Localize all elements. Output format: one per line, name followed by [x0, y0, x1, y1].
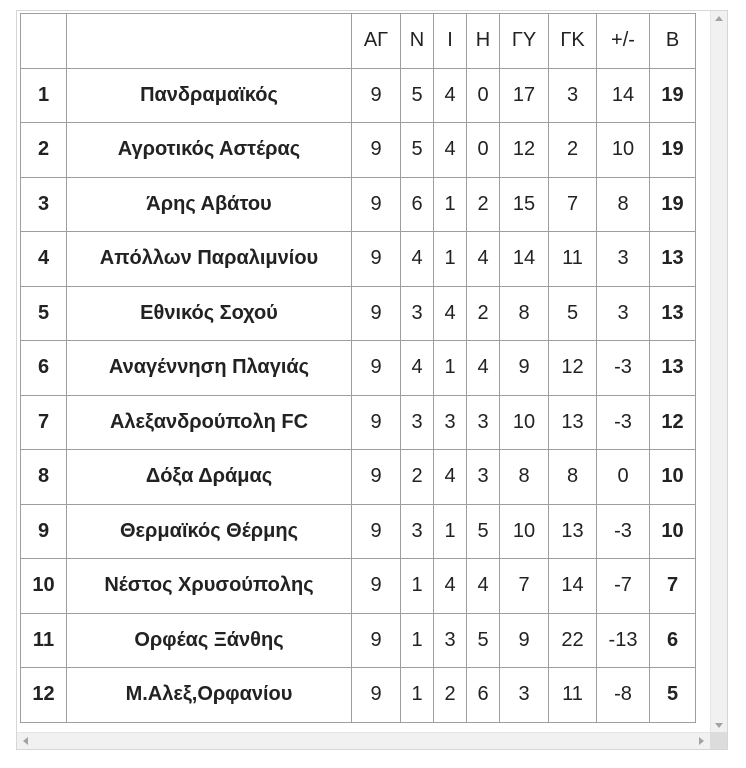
cell-rank: 3	[21, 177, 67, 232]
cell-wins: 3	[401, 286, 434, 341]
cell-played: 9	[352, 395, 401, 450]
cell-wins: 3	[401, 504, 434, 559]
cell-wins: 4	[401, 341, 434, 396]
cell-goals-against: 13	[549, 504, 597, 559]
cell-played: 9	[352, 177, 401, 232]
cell-points: 13	[650, 286, 696, 341]
cell-goals-for: 9	[500, 341, 549, 396]
standings-body	[21, 68, 696, 722]
cell-rank: 7	[21, 395, 67, 450]
cell-losses: 4	[467, 232, 500, 287]
cell-points: 7	[650, 559, 696, 614]
cell-rank: 9	[21, 504, 67, 559]
cell-points: 19	[650, 68, 696, 123]
cell-losses: 2	[467, 177, 500, 232]
header-points: Β	[650, 14, 696, 69]
header-losses: Η	[467, 14, 500, 69]
cell-points: 10	[650, 504, 696, 559]
cell-goals-for: 9	[500, 613, 549, 668]
cell-goals-against: 8	[549, 450, 597, 505]
cell-points: 10	[650, 450, 696, 505]
cell-goals-for: 17	[500, 68, 549, 123]
cell-goals-for: 10	[500, 504, 549, 559]
cell-team: Αναγέννηση Πλαγιάς	[67, 341, 352, 396]
cell-played: 9	[352, 232, 401, 287]
table-row	[21, 286, 696, 341]
cell-goal-diff: 3	[597, 232, 650, 287]
cell-goals-against: 22	[549, 613, 597, 668]
cell-goal-diff: -7	[597, 559, 650, 614]
cell-rank: 11	[21, 613, 67, 668]
cell-goal-diff: -3	[597, 341, 650, 396]
cell-points: 5	[650, 668, 696, 723]
cell-goals-against: 11	[549, 232, 597, 287]
cell-played: 9	[352, 286, 401, 341]
cell-rank: 6	[21, 341, 67, 396]
table-row	[21, 613, 696, 668]
cell-points: 13	[650, 232, 696, 287]
cell-draws: 4	[434, 68, 467, 123]
cell-points: 19	[650, 123, 696, 178]
cell-goals-against: 14	[549, 559, 597, 614]
cell-team: Θερμαϊκός Θέρμης	[67, 504, 352, 559]
cell-wins: 1	[401, 559, 434, 614]
cell-losses: 0	[467, 68, 500, 123]
cell-goal-diff: 10	[597, 123, 650, 178]
cell-played: 9	[352, 559, 401, 614]
cell-team: Νέστος Χρυσούπολης	[67, 559, 352, 614]
horizontal-scrollbar[interactable]	[17, 732, 710, 749]
header-team	[67, 14, 352, 69]
arrow-down-icon[interactable]	[715, 723, 723, 728]
cell-draws: 4	[434, 559, 467, 614]
cell-wins: 5	[401, 123, 434, 178]
cell-goals-for: 15	[500, 177, 549, 232]
arrow-left-icon[interactable]	[23, 737, 28, 745]
cell-goal-diff: 3	[597, 286, 650, 341]
header-row	[21, 14, 696, 69]
cell-goals-for: 14	[500, 232, 549, 287]
cell-team: Αλεξανδρούπολη FC	[67, 395, 352, 450]
cell-goal-diff: -3	[597, 395, 650, 450]
cell-goals-against: 2	[549, 123, 597, 178]
cell-played: 9	[352, 123, 401, 178]
cell-team: Απόλλων Παραλιμνίου	[67, 232, 352, 287]
scrollbar-corner	[710, 732, 727, 749]
cell-draws: 1	[434, 341, 467, 396]
cell-goal-diff: 0	[597, 450, 650, 505]
cell-rank: 2	[21, 123, 67, 178]
cell-played: 9	[352, 668, 401, 723]
cell-team: Ορφέας Ξάνθης	[67, 613, 352, 668]
cell-goals-against: 12	[549, 341, 597, 396]
header-wins: Ν	[401, 14, 434, 69]
cell-goal-diff: -13	[597, 613, 650, 668]
cell-played: 9	[352, 341, 401, 396]
cell-wins: 4	[401, 232, 434, 287]
cell-goals-against: 13	[549, 395, 597, 450]
cell-draws: 4	[434, 123, 467, 178]
cell-team: Δόξα Δράμας	[67, 450, 352, 505]
cell-points: 19	[650, 177, 696, 232]
arrow-right-icon[interactable]	[699, 737, 704, 745]
table-row	[21, 395, 696, 450]
header-rank	[21, 14, 67, 69]
cell-played: 9	[352, 504, 401, 559]
cell-team: Πανδραμαϊκός	[67, 68, 352, 123]
table-viewport	[17, 11, 710, 733]
cell-draws: 3	[434, 395, 467, 450]
cell-wins: 6	[401, 177, 434, 232]
cell-team: Μ.Αλεξ,Ορφανίου	[67, 668, 352, 723]
table-row	[21, 232, 696, 287]
cell-played: 9	[352, 68, 401, 123]
cell-draws: 1	[434, 177, 467, 232]
header-goals-against: ΓΚ	[549, 14, 597, 69]
cell-losses: 2	[467, 286, 500, 341]
cell-goal-diff: -8	[597, 668, 650, 723]
cell-draws: 1	[434, 504, 467, 559]
table-row	[21, 68, 696, 123]
cell-rank: 8	[21, 450, 67, 505]
table-row	[21, 177, 696, 232]
cell-goals-for: 8	[500, 286, 549, 341]
cell-losses: 5	[467, 504, 500, 559]
standings-table	[20, 13, 696, 723]
table-row	[21, 559, 696, 614]
cell-losses: 5	[467, 613, 500, 668]
cell-losses: 4	[467, 559, 500, 614]
cell-goal-diff: 14	[597, 68, 650, 123]
cell-draws: 1	[434, 232, 467, 287]
vertical-scrollbar[interactable]	[710, 11, 727, 733]
cell-wins: 3	[401, 395, 434, 450]
cell-rank: 12	[21, 668, 67, 723]
cell-goals-for: 8	[500, 450, 549, 505]
cell-points: 12	[650, 395, 696, 450]
cell-rank: 10	[21, 559, 67, 614]
cell-goals-for: 10	[500, 395, 549, 450]
cell-losses: 4	[467, 341, 500, 396]
header-goals-for: ΓΥ	[500, 14, 549, 69]
cell-goals-against: 3	[549, 68, 597, 123]
header-played: ΑΓ	[352, 14, 401, 69]
cell-draws: 4	[434, 286, 467, 341]
cell-goals-for: 12	[500, 123, 549, 178]
table-row	[21, 504, 696, 559]
arrow-up-icon[interactable]	[715, 16, 723, 21]
table-frame	[16, 10, 728, 750]
cell-wins: 5	[401, 68, 434, 123]
header-goal-diff: +/-	[597, 14, 650, 69]
cell-goals-for: 3	[500, 668, 549, 723]
cell-wins: 1	[401, 668, 434, 723]
cell-goals-against: 5	[549, 286, 597, 341]
cell-played: 9	[352, 613, 401, 668]
table-row	[21, 341, 696, 396]
cell-team: Αγροτικός Αστέρας	[67, 123, 352, 178]
cell-goals-for: 7	[500, 559, 549, 614]
cell-wins: 2	[401, 450, 434, 505]
cell-played: 9	[352, 450, 401, 505]
cell-rank: 1	[21, 68, 67, 123]
cell-goal-diff: 8	[597, 177, 650, 232]
table-row	[21, 123, 696, 178]
cell-points: 6	[650, 613, 696, 668]
cell-goal-diff: -3	[597, 504, 650, 559]
table-row	[21, 450, 696, 505]
header-draws: Ι	[434, 14, 467, 69]
cell-team: Εθνικός Σοχού	[67, 286, 352, 341]
cell-draws: 4	[434, 450, 467, 505]
cell-draws: 3	[434, 613, 467, 668]
table-row	[21, 668, 696, 723]
cell-losses: 6	[467, 668, 500, 723]
cell-losses: 3	[467, 450, 500, 505]
cell-rank: 4	[21, 232, 67, 287]
cell-draws: 2	[434, 668, 467, 723]
cell-points: 13	[650, 341, 696, 396]
cell-losses: 0	[467, 123, 500, 178]
cell-rank: 5	[21, 286, 67, 341]
cell-goals-against: 11	[549, 668, 597, 723]
cell-team: Άρης Αβάτου	[67, 177, 352, 232]
cell-wins: 1	[401, 613, 434, 668]
cell-losses: 3	[467, 395, 500, 450]
cell-goals-against: 7	[549, 177, 597, 232]
